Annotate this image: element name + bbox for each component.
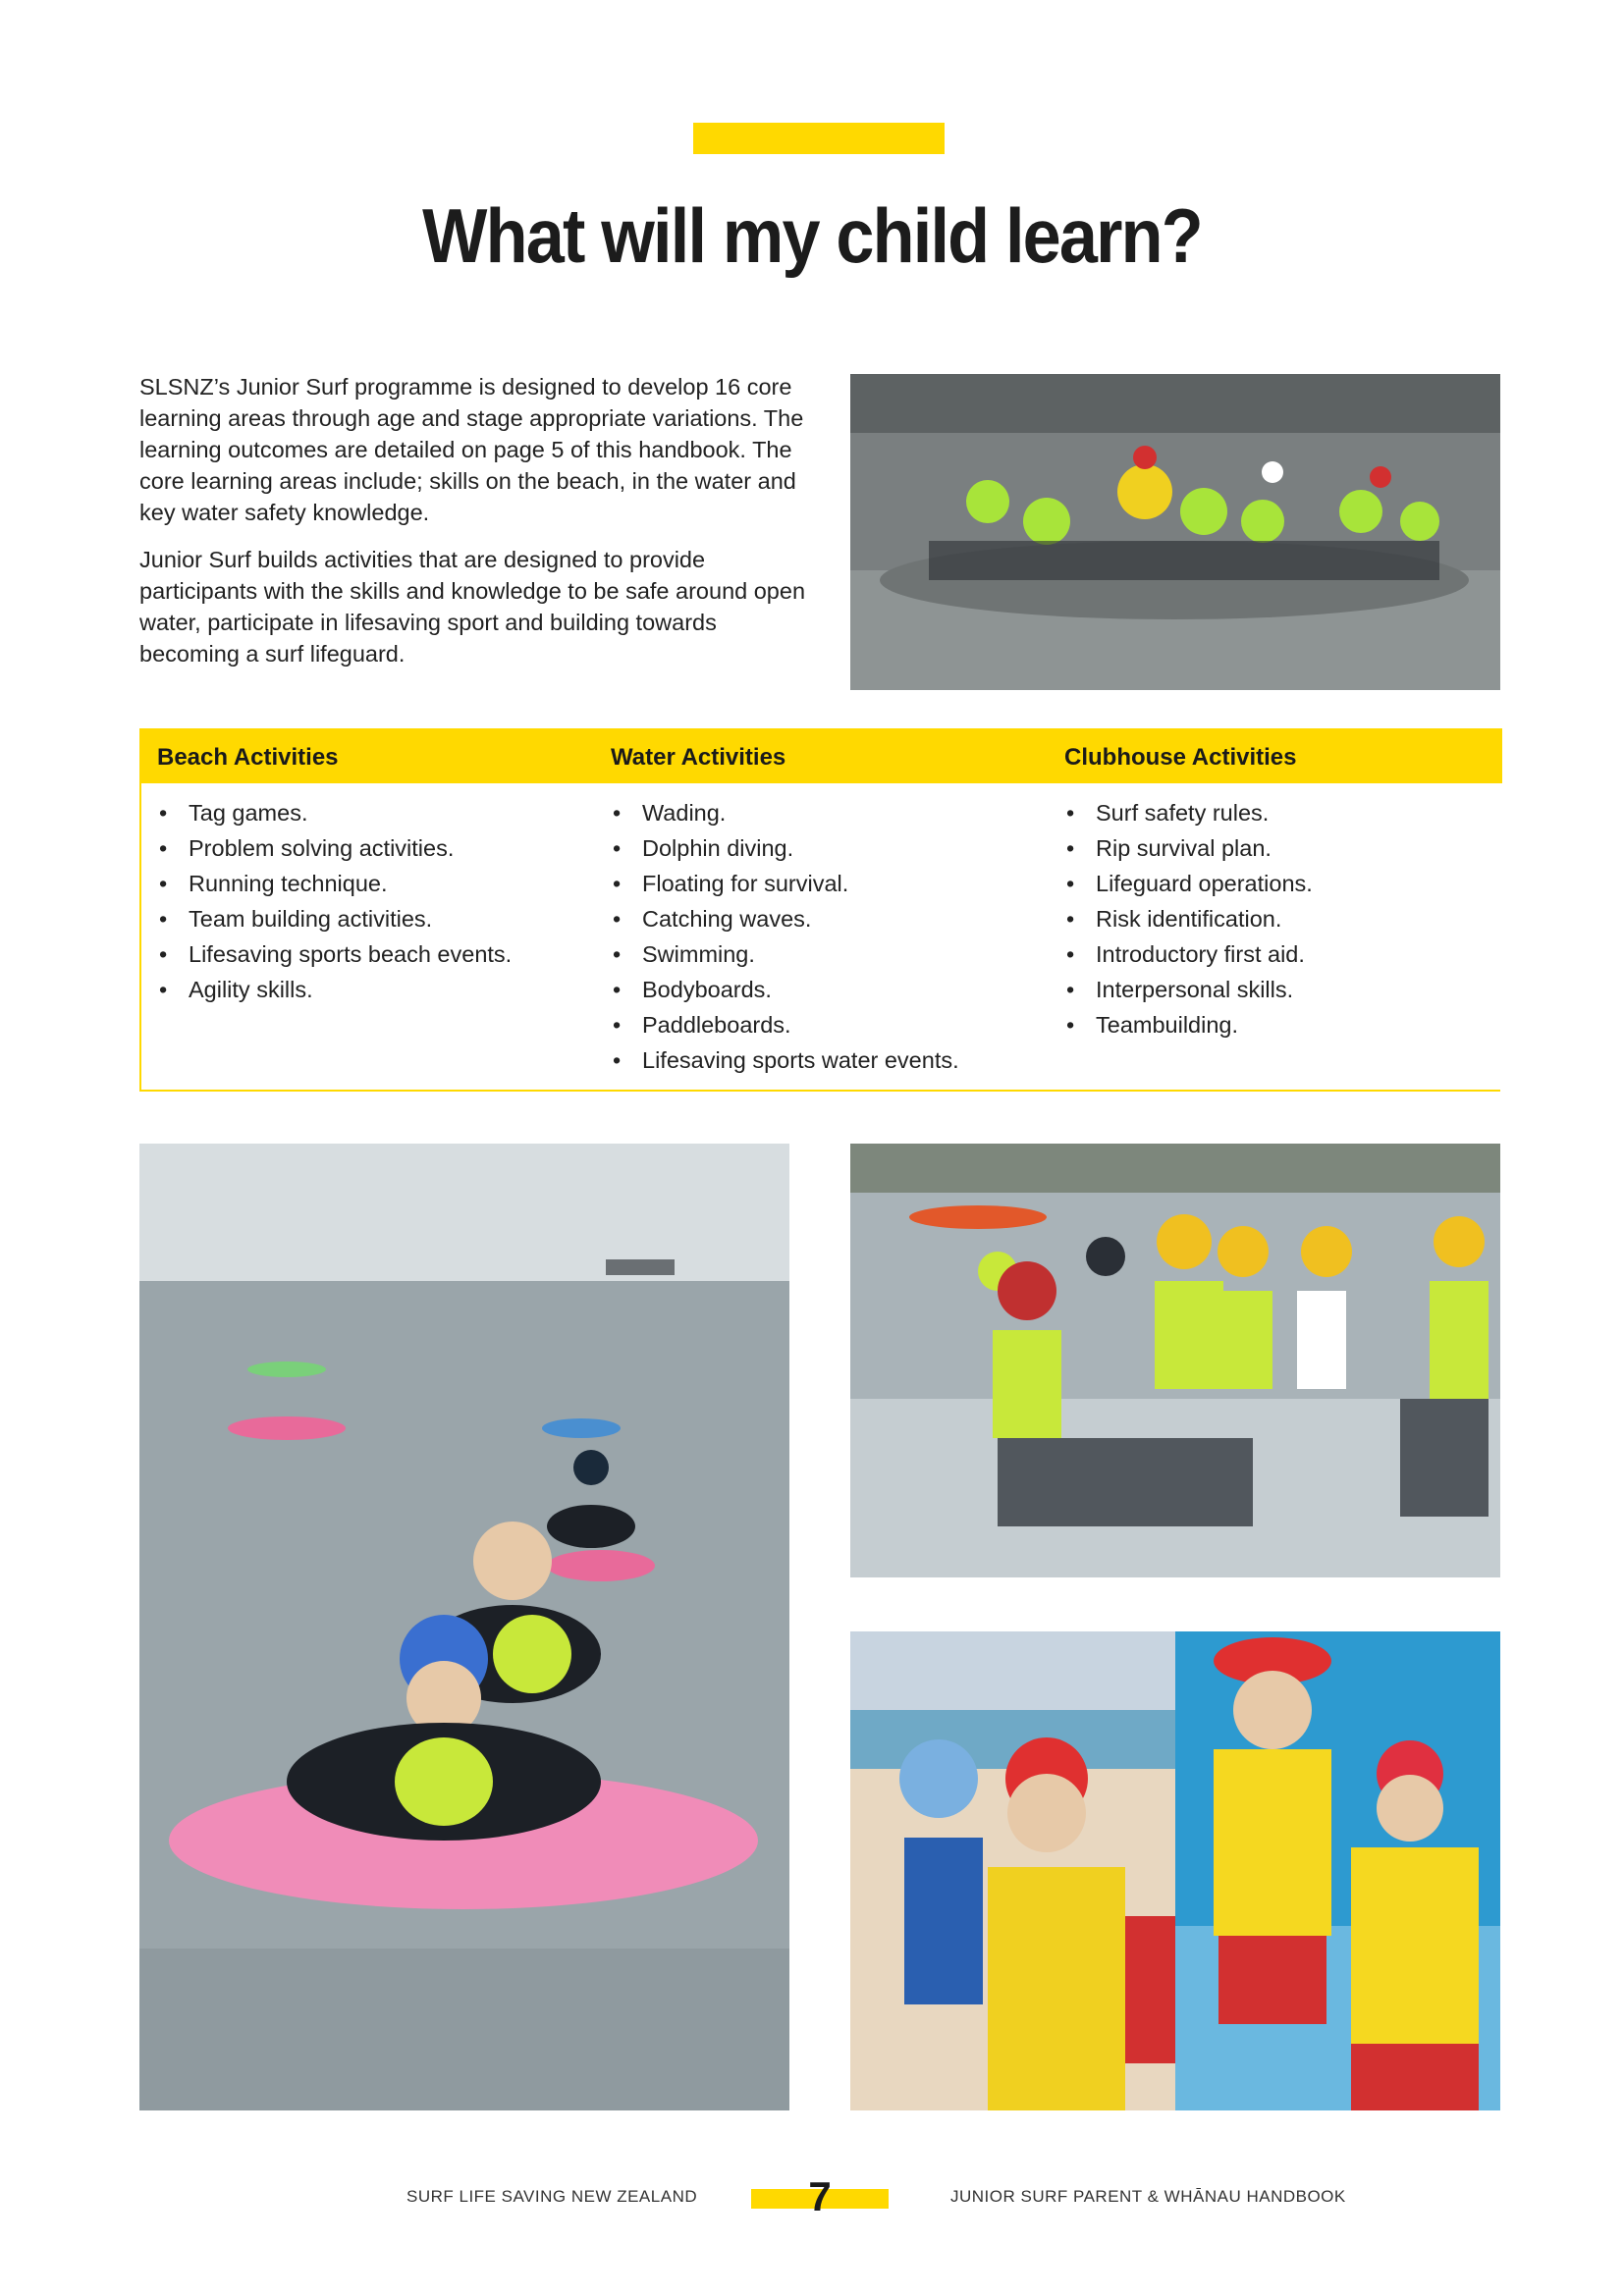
intro-text — [139, 371, 807, 685]
beach-activities-column — [141, 728, 593, 1007]
page-title: What will my child learn? — [422, 192, 1202, 279]
list-item: • Team building activities. — [189, 901, 593, 936]
intro-paragraph-2: Junior Surf builds activities that are designed to provide participants with the skills and knowledge to be safe around open water, participate in lifesaving sport and building towards becoming a surf lifeguard. — [139, 547, 806, 667]
list-item: • Introductory first aid. — [1096, 936, 1500, 972]
footer-handbook-title: JUNIOR SURF PARENT & WHĀNAU HANDBOOK — [950, 2187, 1346, 2206]
photo-group-on-beach — [850, 374, 1500, 690]
water-activities-list — [595, 795, 1047, 1078]
list-item: • Tag games. — [189, 795, 593, 830]
page-number: 7 — [808, 2173, 832, 2219]
list-item: • Agility skills. — [189, 972, 593, 1007]
list-item: • Bodyboards. — [642, 972, 1047, 1007]
footer-organisation: SURF LIFE SAVING NEW ZEALAND — [406, 2187, 698, 2206]
page-footer — [0, 2173, 1624, 2219]
photo-bodyboarders — [139, 1144, 789, 2110]
list-item: • Surf safety rules. — [1096, 795, 1500, 830]
water-activities-title: Water Activities — [611, 744, 786, 771]
beach-activities-list — [141, 795, 593, 1007]
photo-lifeguards-with-children — [850, 1631, 1500, 2110]
list-item: • Catching waves. — [642, 901, 1047, 936]
title-accent-bar — [693, 123, 945, 154]
list-item: • Swimming. — [642, 936, 1047, 972]
list-item: • Lifeguard operations. — [1096, 866, 1500, 901]
beach-activities-title: Beach Activities — [157, 744, 339, 771]
list-item: • Dolphin diving. — [642, 830, 1047, 866]
list-item: • Lifesaving sports beach events. — [189, 936, 593, 972]
list-item: • Problem solving activities. — [189, 830, 593, 866]
list-item: • Lifesaving sports water events. — [642, 1042, 1047, 1078]
list-item: • Paddleboards. — [642, 1007, 1047, 1042]
activities-table — [139, 728, 1500, 1092]
clubhouse-activities-list — [1049, 795, 1500, 1042]
list-item: • Wading. — [642, 795, 1047, 830]
list-item: • Teambuilding. — [1096, 1007, 1500, 1042]
list-item: • Rip survival plan. — [1096, 830, 1500, 866]
clubhouse-activities-column — [1049, 728, 1500, 1042]
clubhouse-activities-title: Clubhouse Activities — [1064, 744, 1297, 771]
intro-paragraph-1: SLSNZ’s Junior Surf programme is designed to develop 16 core learning areas through age and stage appropriate variations. The learning outcomes are detailed on page 5 of this handbook. The core learning areas include; skills on the beach, in the water and key water safety knowledge. — [139, 374, 804, 525]
list-item: • Floating for survival. — [642, 866, 1047, 901]
water-activities-column — [595, 728, 1047, 1078]
list-item: • Running technique. — [189, 866, 593, 901]
photo-kids-running — [850, 1144, 1500, 1577]
list-item: • Interpersonal skills. — [1096, 972, 1500, 1007]
list-item: • Risk identification. — [1096, 901, 1500, 936]
